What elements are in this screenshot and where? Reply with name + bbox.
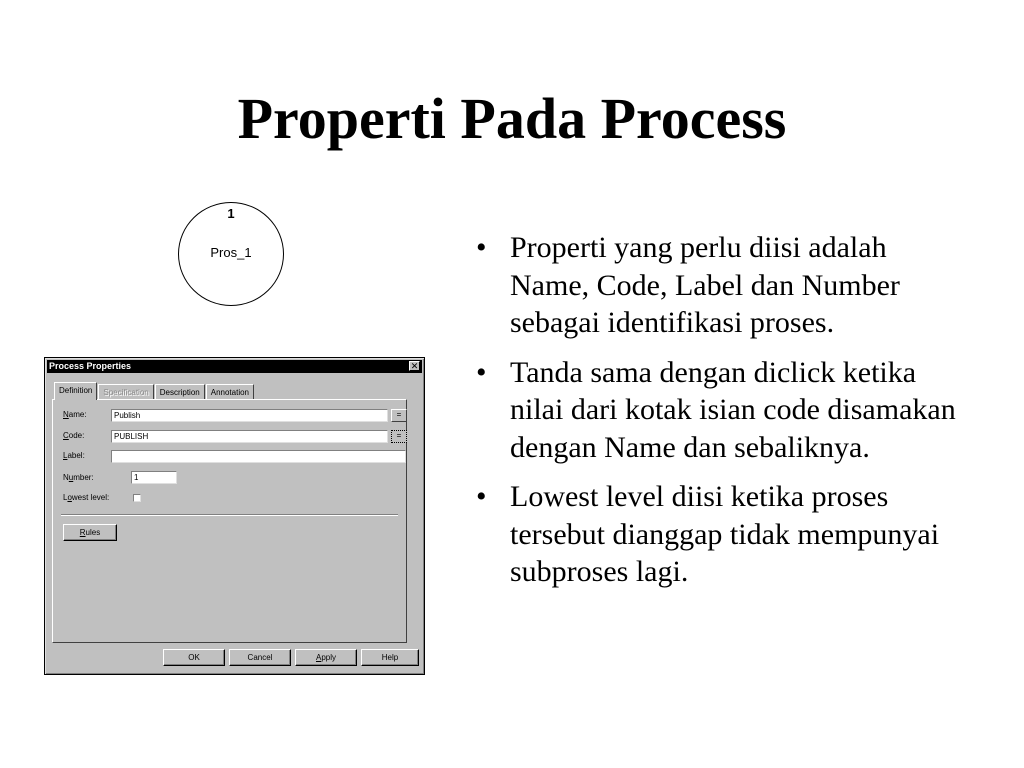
name-label: Name: (63, 410, 87, 419)
dialog-titlebar (47, 360, 422, 373)
cancel-button[interactable]: Cancel (229, 649, 291, 666)
number-label: Number: (63, 473, 94, 482)
lowest-level-checkbox[interactable] (133, 494, 141, 502)
tab-specification: Specification (98, 384, 153, 400)
name-equals-button[interactable]: = (391, 409, 407, 422)
bullet-dot: • (476, 480, 487, 513)
process-symbol (178, 202, 284, 306)
lowest-level-label: Lowest level: (63, 493, 110, 502)
code-equals-button[interactable]: = (391, 430, 407, 443)
rules-button[interactable]: Rules (63, 524, 117, 541)
process-number: 1 (227, 206, 235, 221)
help-button[interactable]: Help (361, 649, 419, 666)
code-input[interactable]: PUBLISH (111, 430, 388, 443)
process-name: Pros_1 (210, 245, 252, 260)
apply-button[interactable]: Apply (295, 649, 357, 666)
close-icon[interactable]: ✕ (410, 361, 419, 371)
divider (61, 514, 398, 516)
process-properties-dialog (44, 357, 425, 675)
bullet-dot: • (476, 355, 487, 389)
bullet-list (472, 229, 972, 603)
slide-title: Properti Pada Process (237, 86, 787, 151)
bullet-dot: • (476, 231, 487, 264)
bullet-item: • Properti yang perlu diisi adalah Name, Code, Label dan Number sebagai identifikasi proses. (476, 231, 900, 339)
bullet-item: • Lowest level diisi ketika proses tersebut dianggap tidak mempunyai subproses lagi. (476, 480, 940, 588)
number-input[interactable]: 1 (131, 471, 177, 484)
label-input[interactable] (111, 450, 406, 463)
name-input[interactable]: Publish (111, 409, 388, 422)
ok-button[interactable]: OK (163, 649, 225, 666)
dialog-title: Process Properties (49, 361, 132, 371)
bullet-item: • Tanda sama dengan diclick ketika nilai dari kotak isian code disamakan dengan Name dan sebaliknya. (476, 355, 956, 464)
code-label: Code: (63, 431, 85, 440)
label-label: Label: (63, 451, 85, 460)
tab-annotation[interactable]: Annotation (206, 384, 254, 400)
definition-panel (52, 399, 407, 643)
tab-definition[interactable]: Definition (54, 382, 97, 400)
tab-strip (54, 382, 255, 400)
tab-description[interactable]: Description (155, 384, 205, 400)
